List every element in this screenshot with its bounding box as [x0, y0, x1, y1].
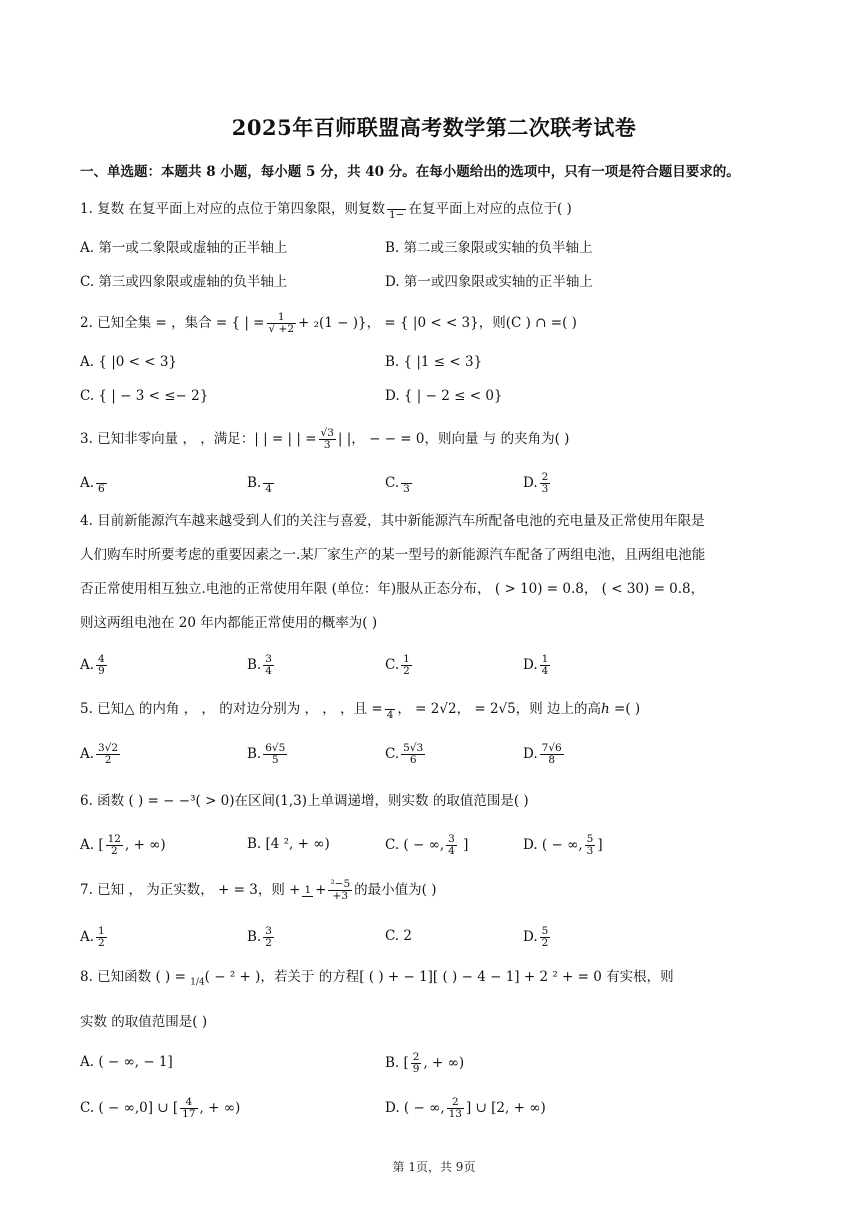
q5-option-a: A. $\frac{3√2}{2}$ — [80, 742, 119, 766]
q4-option-d: D. $\frac{1}{4}$ — [523, 653, 549, 677]
q7-option-d: D. $\frac{5}{2}$ — [523, 925, 549, 949]
q4-line-4: 则这两组电池在 20 年内都能正常使用的概率为( ) — [80, 615, 378, 631]
q8-option-c: C. ( − ∞,0] ∪ [ $\frac{4}{17}$ , + ∞) — [80, 1096, 241, 1120]
q1-frac: 1− — [387, 198, 406, 221]
q3-option-d: D. $\frac{2}{3}$ — [523, 471, 549, 495]
q5-stem: 5. 已知△ 的内角 ， ， 的对边分别为 ， ， ，且 = 4 ， = 2√2， = 2√5，则 边上的高ℎ =( ) — [80, 698, 640, 721]
q8-option-a: A. ( − ∞, − 1] — [80, 1054, 173, 1070]
q4-line-3: 否正常使用相互独立.电池的正常使用年限 (单位：年)服从正态分布， ( > 10) = 0.8， ( < 30) = 0.8， — [80, 581, 705, 597]
q8-option-b: B. [ $\frac{2}{9}$ , + ∞) — [385, 1051, 465, 1075]
q5-option-d: D. $\frac{7√6}{8}$ — [523, 742, 562, 766]
q6-option-a: A. [ $\frac{12}{2}$ , + ∞) — [80, 833, 166, 857]
q6-stem: 6. 函数 ( ) = − −³( > 0)在区间(1,3)上单调递增，则实数 的取值范围是( ) — [80, 793, 529, 809]
q4-line-2: 人们购车时所要考虑的重要因素之一.某厂家生产的某一型号的新能源汽车配备了两组电池，且两组电池能 — [80, 547, 706, 563]
q7-option-a: A. $\frac{1}{2}$ — [80, 925, 105, 949]
q3-option-c: C. 3 — [385, 472, 414, 495]
q2-stem: 2. 已知全集 = ，集合 = { | = $\frac{1}{√ +2}$ + ₂(1 − )}， = { |0 < < 3}，则(C ) ∩ =( ) — [80, 311, 577, 335]
q4-line-1: 4. 目前新能源汽车越来越受到人们的关注与喜爱，其中新能源汽车所配备电池的充电量及正常使用年限是 — [80, 513, 705, 529]
q2-option-c: C. { | − 3 < ≤− 2} — [80, 388, 209, 404]
q3-stem: 3. 已知非零向量 ， ，满足：| | = | | = $\frac{√3}{3}$ | |， − − = 0，则向量 与 的夹角为( ) — [80, 427, 570, 451]
q1-option-d: D. 第一或四象限或实轴的正半轴上 — [385, 274, 593, 290]
section-heading: 一、单选题：本题共 8 小题，每小题 5 分，共 40 分。在每小题给出的选项中，只有一项是符合题目要求的。 — [80, 164, 740, 180]
q5-option-c: C. $\frac{5√3}{6}$ — [385, 742, 424, 766]
q1-stem: 1. 复数 在复平面上对应的点位于第四象限，则复数 1− 在复平面上对应的点位于( ) — [80, 198, 572, 221]
q4-option-c: C. $\frac{1}{2}$ — [385, 653, 410, 677]
q2-option-d: D. { | − 2 ≤ < 0} — [385, 388, 503, 404]
q8-line-2: 实数 的取值范围是( ) — [80, 1014, 208, 1030]
q1-option-a: A. 第一或二象限或虚轴的正半轴上 — [80, 240, 288, 256]
q7-stem: 7. 已知 ， 为正实数， + = 3，则 + 1 + $\frac{\text{²−5}}{+3}$ 的最小值为( ) — [80, 878, 437, 902]
q6-option-d: D. ( − ∞, $\frac{5}{3}$ ] — [523, 833, 603, 857]
q8-option-d: D. ( − ∞, $\frac{2}{13}$ ] ∪ [2, + ∞) — [385, 1096, 546, 1120]
q3-option-a: A. 6 — [80, 472, 109, 495]
exam-title: 2025年百师联盟高考数学第二次联考试卷 — [231, 115, 637, 140]
q1-option-c: C. 第三或四象限或虚轴的负半轴上 — [80, 274, 288, 290]
q4-option-a: A. $\frac{4}{9}$ — [80, 653, 105, 677]
q7-option-b: B. $\frac{3}{2}$ — [247, 925, 272, 949]
q2-option-a: A. { |0 < < 3} — [80, 354, 178, 370]
q6-option-b: B. [4 ², + ∞) — [247, 836, 330, 852]
q5-option-b: B. $\frac{6√5}{5}$ — [247, 742, 286, 766]
q2-option-b: B. { |1 ≤ < 3} — [385, 354, 483, 370]
q1-option-b: B. 第二或三象限或实轴的负半轴上 — [385, 240, 593, 256]
q8-stem: 8. 已知函数 ( ) = $_{1/4}$( − ² + )，若关于 的方程[ ( ) + − 1][ ( ) − 4 − 1] + 2 ² + = 0 有实根，则 — [80, 969, 674, 988]
q3-option-b: B. 4 — [247, 472, 276, 495]
q6-option-c: C. ( − ∞, $\frac{3}{4}$ ] — [385, 833, 469, 857]
page-footer: 第 1页，共 9页 — [392, 1160, 476, 1174]
q7-option-c: C. 2 — [385, 928, 413, 944]
q4-option-b: B. $\frac{3}{4}$ — [247, 653, 272, 677]
